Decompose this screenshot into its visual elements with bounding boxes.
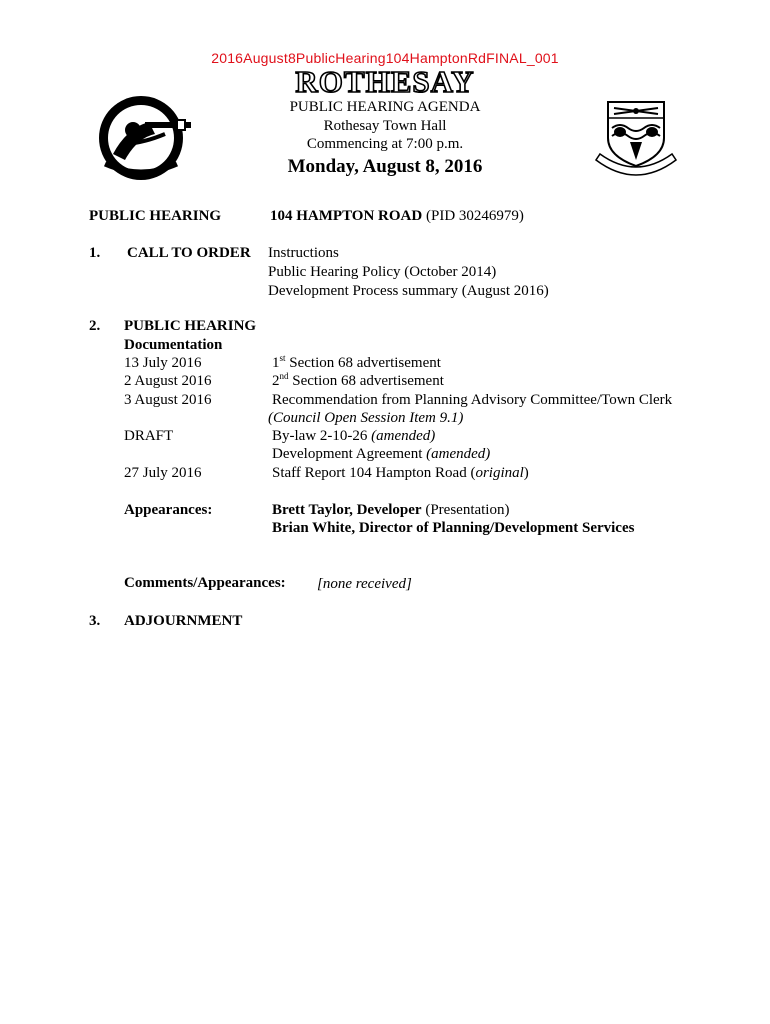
doc-entry-recommendation: Recommendation from Planning Advisory Committee/Town Clerk xyxy=(272,392,673,408)
doc-entry-staff-report: Staff Report 104 Hampton Road (original) xyxy=(272,465,529,481)
item-1-line: Development Process summary (August 2016) xyxy=(268,283,549,299)
hearing-label: PUBLIC HEARING xyxy=(89,208,222,224)
item-1-label: CALL TO ORDER xyxy=(127,245,251,261)
item-2-label: PUBLIC HEARING xyxy=(124,318,257,334)
item-1-number: 1. xyxy=(89,245,101,261)
appearance-director: Brian White, Director of Planning/Development Services xyxy=(272,520,635,536)
venue: Rothesay Town Hall xyxy=(323,118,447,134)
documentation-label: Documentation xyxy=(124,337,223,353)
doc-date: 13 July 2016 xyxy=(124,355,202,371)
appearances-label: Appearances: xyxy=(124,502,213,518)
draft-label: DRAFT xyxy=(124,428,174,444)
comments-value: [none received] xyxy=(317,576,412,592)
item-2-number: 2. xyxy=(89,318,101,334)
hearing-pid: (PID 30246979) xyxy=(425,208,524,224)
recommendation-note: (Council Open Session Item 9.1) xyxy=(268,410,464,426)
hearing-address: 104 HAMPTON ROAD xyxy=(270,208,423,224)
document-id: 2016August8PublicHearing104HamptonRdFINAL_001 xyxy=(211,50,559,66)
item-3-number: 3. xyxy=(89,613,101,629)
doc-entry-bylaw: By-law 2-10-26 (amended) xyxy=(272,428,436,444)
item-1-line: Public Hearing Policy (October 2014) xyxy=(268,264,497,280)
appearance-developer: Brett Taylor, Developer (Presentation) xyxy=(272,502,510,518)
doc-entry-agreement: Development Agreement (amended) xyxy=(272,446,491,462)
doc-date: 3 August 2016 xyxy=(124,392,212,408)
start-time: Commencing at 7:00 p.m. xyxy=(306,136,464,152)
hearing-subject xyxy=(270,208,524,225)
item-3-label: ADJOURNMENT xyxy=(124,613,243,629)
doc-date: 2 August 2016 xyxy=(124,373,212,389)
item-1-line: Instructions xyxy=(268,245,339,261)
doc-date: 27 July 2016 xyxy=(124,465,202,481)
agenda-title: PUBLIC HEARING AGENDA xyxy=(289,99,481,115)
doc-entry-first-ad: 1st Section 68 advertisement xyxy=(272,353,441,371)
town-name: ROTHESAY xyxy=(295,64,475,99)
doc-entry-second-ad: 2nd Section 68 advertisement xyxy=(272,371,444,389)
comments-label: Comments/Appearances: xyxy=(124,575,286,591)
meeting-date: Monday, August 8, 2016 xyxy=(287,156,483,177)
